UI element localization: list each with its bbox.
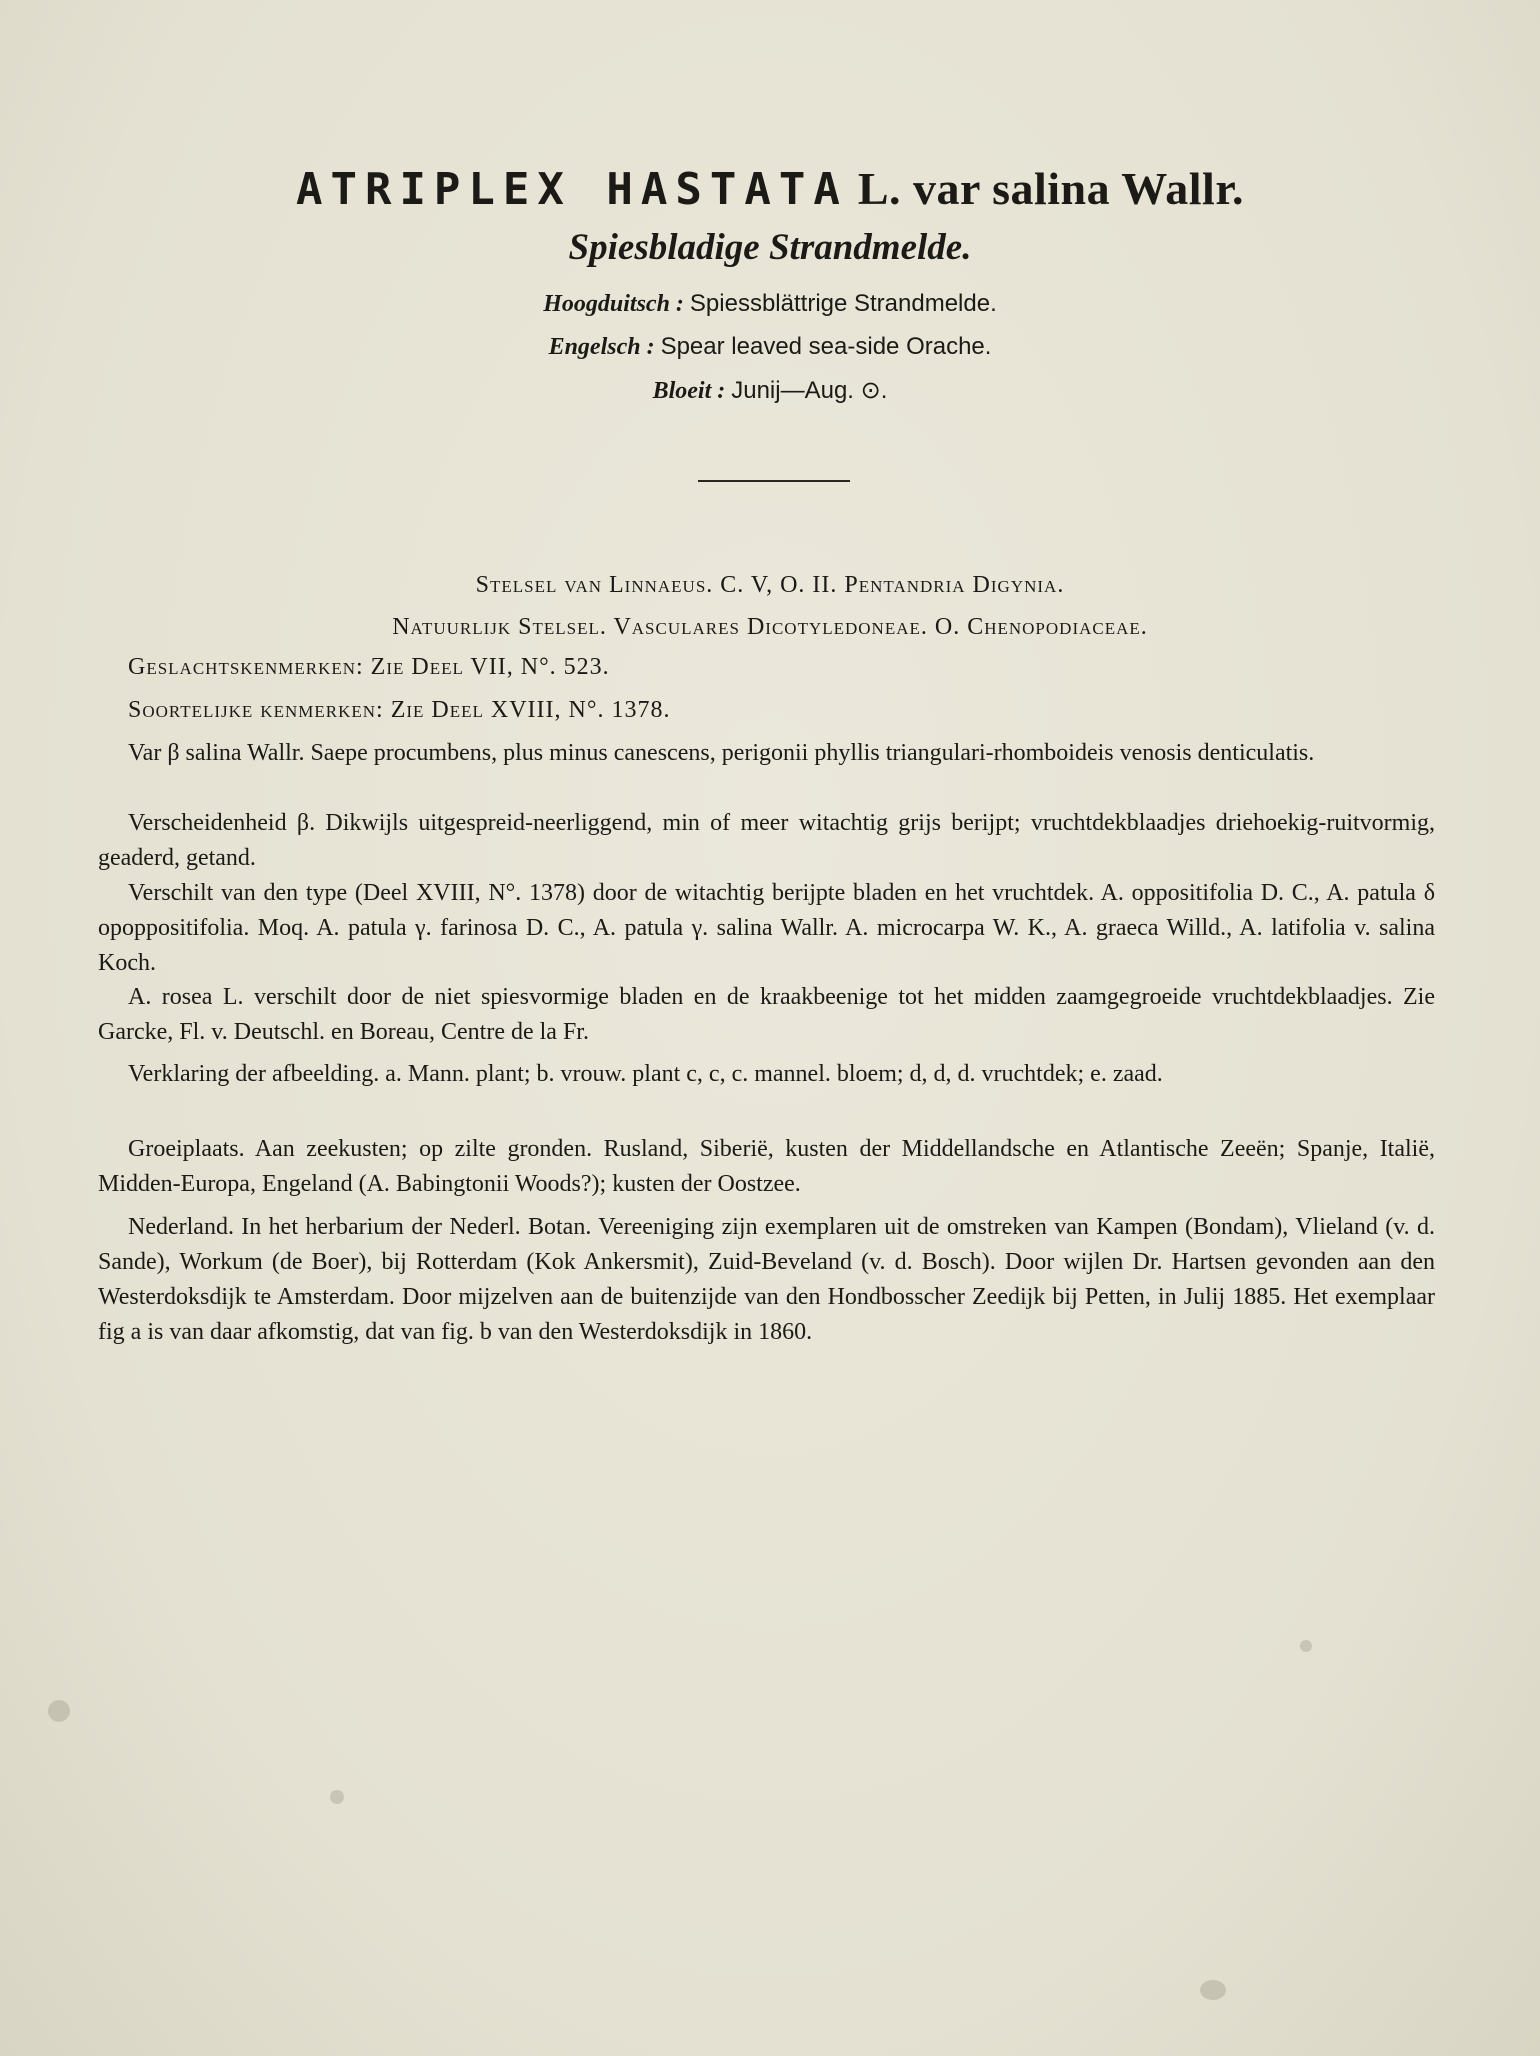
variety-description-dutch: Verscheidenheid β. Dikwijls uitgespreid-neerliggend, min of meer witachtig grijs berijpt; vruchtdekblaadjes driehoekig-ruitvormig, geaderd, getand. — [98, 810, 1435, 871]
netherlands-distribution: Nederland. In het herbarium der Nederl. Botan. Vereeniging zijn exemplaren uit de omstreken van Kampen (Bondam), Vlieland (v. d. Sande), Workum (de Boer), bij Rotterdam (Kok Ankersmit), Zuid-Beveland (v. d. Bosch). Door wijlen Dr. Hartsen gevonden aan den Westerdoksdijk te Amsterdam. Door mijzelven aan de buitenzijde van den Hondbosscher Zeedijk bij Petten, in Julij 1885. Het exemplaar fig a is van daar afkomstig, dat van fig. b van den Westerdoksdijk in 1860. — [98, 1214, 1435, 1345]
dutch-name: Spiesbladige Strandmelde. — [568, 227, 972, 268]
meta-german — [0, 290, 1540, 318]
meta-value: Spear leaved sea-side Orache. — [660, 333, 992, 360]
genus-characters: Geslachtskenmerken: Zie Deel VII, N°. 523. — [128, 654, 610, 680]
habitat: Groeiplaats. Aan zeekusten; op zilte gronden. Rusland, Siberië, kusten der Middellandsche en Atlantische Zeeën; Spanje, Italië, Midden-Europa, Engeland (A. Babingtonii Woods?); kusten der Oostzee. — [98, 1136, 1435, 1197]
foxing-spot — [48, 1700, 70, 1722]
meta-value: Spiessblättrige Strandmelde. — [689, 290, 997, 317]
natural-system: Natuurlijk Stelsel. Vasculares Dicotyledoneae. O. Chenopodiaceae. — [392, 614, 1148, 640]
meta-label: Hoogduitsch : — [543, 291, 684, 317]
divider-rule — [698, 480, 850, 482]
title-variety: L. var salina Wallr. — [857, 163, 1245, 214]
variety-description-latin: Var β salina Wallr. Saepe procumbens, plus minus canescens, perigonii phyllis triangulari-rhomboideis venosis denticulatis. — [128, 740, 1315, 766]
linnaeus-system: Stelsel van Linnaeus. C. V, O. II. Pentandria Digynia. — [475, 572, 1065, 598]
meta-label: Engelsch : — [548, 334, 655, 360]
foxing-spot — [1200, 1980, 1226, 2000]
title-genus-species: ATRIPLEX HASTATA — [295, 164, 848, 215]
figure-explanation: Verklaring der afbeelding. a. Mann. plant; b. vrouw. plant c, c, c. mannel. bloem; d, d, d. vruchtdek; e. zaad. — [128, 1061, 1163, 1087]
meta-flowering — [0, 376, 1540, 405]
foxing-spot — [330, 1790, 344, 1804]
page-title — [0, 162, 1540, 215]
meta-value: Junij—Aug. ⊙. — [731, 377, 888, 404]
related-species-note: A. rosea L. verschilt door de niet spiesvormige bladen en de kraakbeenige tot het midden zaamgegroeide vruchtdekblaadjes. Zie Garcke, Fl. v. Deutschl. en Boreau, Centre de la Fr. — [98, 984, 1435, 1045]
meta-english — [0, 333, 1540, 361]
meta-label: Bloeit : — [652, 378, 726, 404]
foxing-spot — [1300, 1640, 1312, 1652]
species-characters: Soortelijke kenmerken: Zie Deel XVIII, N°. 1378. — [128, 697, 671, 723]
differences-synonyms: Verschilt van den type (Deel XVIII, N°. 1378) door de witachtig berijpte bladen en het vruchtdek. A. oppositifolia D. C., A. patula δ opoppositifolia. Moq. A. patula γ. farinosa D. C., A. patula γ. salina Wallr. A. microcarpa W. K., A. graeca Willd., A. latifolia v. salina Koch. — [98, 880, 1435, 976]
